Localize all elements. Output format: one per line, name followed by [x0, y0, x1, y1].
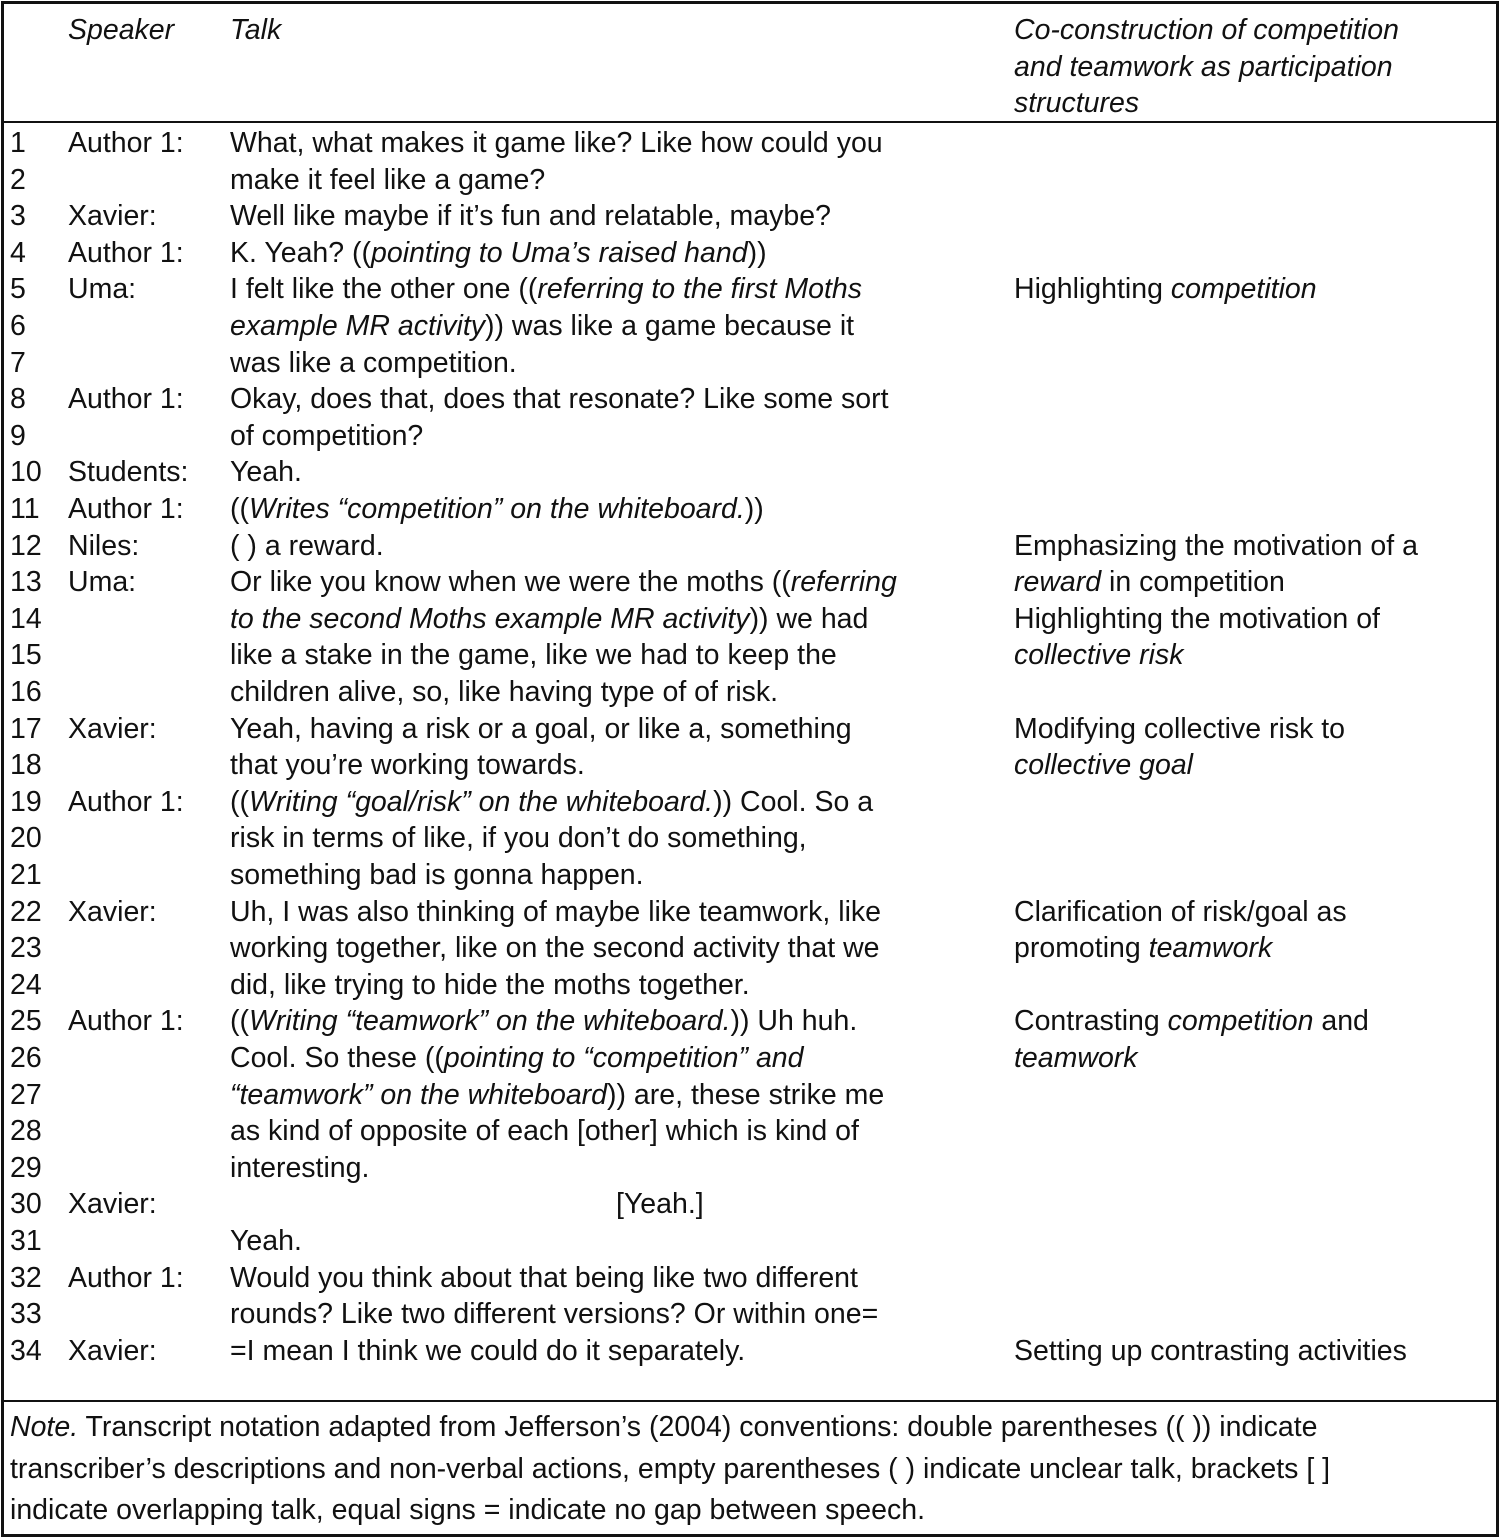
- analysis-note: [1014, 1333, 1492, 1370]
- talk-text: ((: [230, 785, 249, 818]
- talk-line: [230, 637, 1000, 674]
- line-numbers: [10, 125, 66, 198]
- talk-line: [230, 857, 1000, 894]
- talk-text: [230, 491, 1000, 528]
- line-number: 3: [10, 200, 26, 233]
- analysis-text: promoting: [1014, 932, 1149, 965]
- analysis-line: [1014, 271, 1492, 308]
- talk-line: [230, 1333, 1000, 1370]
- line-number: 9: [10, 419, 26, 452]
- analysis-text: Clarification of risk/goal as: [1014, 895, 1347, 928]
- line-number: 1: [10, 127, 26, 159]
- talk-line: [230, 1003, 1000, 1040]
- line-numbers: [10, 1186, 66, 1223]
- talk-line: [230, 1260, 1000, 1297]
- talk-line: [230, 528, 1000, 565]
- speaker-name: Uma:: [68, 273, 137, 306]
- line-numbers: [10, 235, 66, 272]
- analysis-line: [1014, 528, 1492, 565]
- speaker-name: Xavier:: [68, 712, 157, 745]
- talk-line: [230, 381, 1000, 418]
- analysis-line: [1014, 637, 1492, 674]
- talk-text: )) we had: [749, 602, 869, 635]
- talk-text: [230, 454, 1000, 491]
- analysis-line: [1014, 1333, 1492, 1370]
- talk-text: something bad is gonna happen.: [230, 858, 644, 891]
- header-rule: [4, 121, 1496, 123]
- analysis-line: [1014, 747, 1492, 784]
- line-number: 25: [10, 1005, 42, 1038]
- note-line: [10, 1407, 1492, 1449]
- line-number: 19: [10, 785, 42, 818]
- line-number: 8: [10, 383, 26, 416]
- analysis-line: [1014, 564, 1492, 601]
- line-numbers: [10, 491, 66, 528]
- note-text: Transcript notation adapted from Jefferson’s (2004) conventions: double parentheses (( )) indicate: [78, 1411, 1318, 1443]
- talk-text: of competition?: [230, 419, 424, 452]
- line-number: 24: [10, 968, 42, 1001]
- analysis-note: [1014, 894, 1492, 967]
- talk-line: [230, 564, 1000, 601]
- line-number: 26: [10, 1041, 42, 1074]
- speaker-name: Xavier:: [68, 895, 157, 928]
- talk-text: rounds? Like two different versions? Or within one=: [230, 1298, 879, 1331]
- line-numbers: [10, 381, 66, 454]
- talk-text: children alive, so, like having type of of risk.: [230, 675, 779, 708]
- analysis-text: and: [1313, 1005, 1369, 1038]
- talk-text: as kind of opposite of each [other] which is kind of: [230, 1115, 859, 1148]
- analysis-italic-text: collective risk: [1014, 639, 1184, 672]
- analysis-italic-text: competition: [1167, 1005, 1314, 1038]
- line-number: 18: [10, 749, 42, 782]
- overlap-talk: [Yeah.]: [616, 1188, 704, 1221]
- analysis-text: Highlighting: [1014, 273, 1171, 306]
- talk-line: [230, 454, 1000, 491]
- line-numbers: [10, 271, 66, 381]
- talk-text: [230, 564, 1000, 710]
- line-number: 21: [10, 858, 42, 891]
- talk-line: [230, 930, 1000, 967]
- line-numbers: [10, 1333, 66, 1370]
- talk-italic-text: Writes “competition” on the whiteboard.: [248, 493, 745, 525]
- talk-text: [230, 1003, 1000, 1186]
- analysis-note: [1014, 711, 1492, 784]
- line-numbers: [10, 894, 66, 1004]
- line-numbers: [10, 454, 66, 491]
- talk-line: [230, 162, 1000, 199]
- talk-text: ((: [230, 493, 249, 525]
- talk-text: [230, 271, 1000, 381]
- speaker-name: Niles:: [68, 529, 140, 562]
- analysis-note: [1014, 1003, 1492, 1076]
- talk-line: [230, 308, 1000, 345]
- talk-italic-text: Writing “goal/risk” on the whiteboard.: [248, 785, 714, 818]
- talk-text: I felt like the other one ((: [230, 273, 538, 306]
- line-number: 30: [10, 1188, 42, 1221]
- line-number: 15: [10, 639, 42, 672]
- talk-line: [230, 1077, 1000, 1114]
- speaker-name: Author 1:: [68, 1005, 184, 1038]
- line-number: 2: [10, 163, 26, 196]
- analysis-header-line: Co-construction of competition: [1014, 14, 1399, 46]
- talk-text: [230, 381, 1000, 454]
- talk-text: )) was like a game because it: [484, 309, 855, 342]
- analysis-line: [1014, 894, 1492, 931]
- talk-text: [230, 711, 1000, 784]
- analysis-text: Modifying collective risk to: [1014, 712, 1346, 745]
- line-number: 14: [10, 602, 42, 635]
- talk-text: )) Uh huh.: [730, 1005, 858, 1038]
- talk-text: ((: [230, 1005, 249, 1038]
- line-number: 22: [10, 895, 42, 928]
- line-numbers: [10, 528, 66, 565]
- talk-text: )): [747, 236, 767, 269]
- talk-text: [230, 1260, 1000, 1333]
- talk-column-header: Talk: [230, 14, 282, 46]
- note-label: Note.: [10, 1411, 79, 1443]
- talk-italic-text: example MR activity: [230, 309, 485, 342]
- line-numbers: [10, 198, 66, 235]
- talk-line: [230, 125, 1000, 162]
- talk-italic-text: Writing “teamwork” on the whiteboard.: [248, 1005, 731, 1038]
- speaker-name: Xavier:: [68, 1188, 157, 1221]
- line-number: 17: [10, 712, 42, 745]
- line-number: 6: [10, 309, 26, 342]
- note-rule: [4, 1400, 1496, 1402]
- talk-italic-text: referring: [790, 566, 897, 599]
- talk-line: [230, 1296, 1000, 1333]
- talk-text: =I mean I think we could do it separately.: [230, 1334, 746, 1367]
- analysis-italic-text: reward: [1014, 566, 1102, 599]
- talk-line: [230, 820, 1000, 857]
- talk-line: [230, 1150, 1000, 1187]
- line-numbers: [10, 1003, 66, 1186]
- analysis-line: [1014, 601, 1492, 638]
- talk-line: [230, 1040, 1000, 1077]
- line-number: 32: [10, 1261, 42, 1294]
- line-number: 33: [10, 1298, 42, 1331]
- talk-text: was like a competition.: [230, 346, 517, 379]
- talk-text: [230, 198, 1000, 235]
- talk-line: [230, 345, 1000, 382]
- talk-italic-text: pointing to Uma’s raised hand: [371, 236, 748, 269]
- talk-line: [230, 1113, 1000, 1150]
- analysis-text: Setting up contrasting activities: [1014, 1334, 1407, 1367]
- talk-line: [230, 491, 1000, 528]
- talk-line: [230, 674, 1000, 711]
- talk-text: [230, 894, 1000, 1004]
- talk-text: Cool. So these ((: [230, 1041, 444, 1074]
- talk-text: Yeah.: [230, 1225, 302, 1257]
- line-number: 34: [10, 1334, 42, 1367]
- speaker-name: Author 1:: [68, 493, 184, 525]
- talk-text: )) Cool. So a: [713, 785, 874, 818]
- line-number: 13: [10, 566, 42, 599]
- line-numbers: [10, 1260, 66, 1333]
- talk-line: [230, 271, 1000, 308]
- analysis-line: [1014, 711, 1492, 748]
- talk-text: make it feel like a game?: [230, 163, 546, 196]
- analysis-header-line: structures: [1014, 87, 1140, 120]
- talk-line: [230, 894, 1000, 931]
- talk-text: Well like maybe if it’s fun and relatable, maybe?: [230, 200, 831, 233]
- talk-italic-text: to the second Moths example MR activity: [230, 602, 750, 635]
- line-numbers: [10, 1223, 66, 1260]
- analysis-line: [1014, 1040, 1492, 1077]
- analysis-text: in competition: [1101, 566, 1285, 599]
- talk-text: did, like trying to hide the moths together.: [230, 968, 750, 1001]
- talk-text: )): [744, 493, 764, 525]
- talk-text: like a stake in the game, like we had to keep the: [230, 639, 837, 672]
- analysis-line: [1014, 1003, 1492, 1040]
- talk-line: [230, 601, 1000, 638]
- line-number: 20: [10, 822, 42, 855]
- transcript-table: [1, 1, 1499, 1537]
- talk-italic-text: “teamwork” on the whiteboard: [230, 1078, 608, 1111]
- talk-text: ( ) a reward.: [230, 529, 384, 562]
- line-numbers: [10, 564, 66, 710]
- talk-text: [230, 784, 1000, 894]
- analysis-text: Emphasizing the motivation of a: [1014, 529, 1418, 562]
- talk-line: [230, 784, 1000, 821]
- speaker-name: Xavier:: [68, 200, 157, 233]
- line-number: 31: [10, 1225, 42, 1257]
- speaker-name: Author 1:: [68, 785, 184, 818]
- talk-text: [230, 1223, 1000, 1260]
- talk-line: [230, 418, 1000, 455]
- talk-text: Yeah.: [230, 456, 302, 489]
- talk-text: [230, 528, 1000, 565]
- line-number: 10: [10, 456, 42, 489]
- talk-text: Or like you know when we were the moths ((: [230, 566, 791, 599]
- speaker-name: Uma:: [68, 566, 137, 599]
- line-number: 12: [10, 529, 42, 562]
- talk-line: [230, 198, 1000, 235]
- line-numbers: [10, 711, 66, 784]
- line-number: 23: [10, 932, 42, 965]
- analysis-text: Highlighting the motivation of: [1014, 602, 1380, 635]
- speaker-name: Author 1:: [68, 236, 184, 269]
- talk-text: working together, like on the second activity that we: [230, 932, 880, 965]
- line-number: 29: [10, 1151, 42, 1184]
- talk-text: Would you think about that being like two different: [230, 1261, 858, 1294]
- analysis-italic-text: teamwork: [1014, 1041, 1138, 1074]
- speaker-name: Author 1:: [68, 1261, 184, 1294]
- note-line: indicate overlapping talk, equal signs = indicate no gap between speech.: [10, 1494, 926, 1526]
- talk-text: )) are, these strike me: [607, 1078, 885, 1111]
- talk-text: interesting.: [230, 1151, 370, 1184]
- speaker-name: Author 1:: [68, 127, 184, 159]
- talk-text: Okay, does that, does that resonate? Like some sort: [230, 383, 889, 416]
- talk-text: risk in terms of like, if you don’t do something,: [230, 822, 807, 855]
- talk-text: What, what makes it game like? Like how could you: [230, 127, 883, 159]
- talk-line: [230, 967, 1000, 1004]
- line-number: 27: [10, 1078, 42, 1111]
- analysis-note: [1014, 271, 1492, 308]
- talk-line: [230, 235, 1000, 272]
- line-number: 5: [10, 273, 26, 306]
- talk-line: [230, 747, 1000, 784]
- speaker-name: Students:: [68, 456, 189, 489]
- analysis-italic-text: teamwork: [1148, 932, 1273, 965]
- talk-text: [230, 125, 1000, 198]
- talk-line: [230, 1223, 1000, 1260]
- note-line: transcriber’s descriptions and non-verbal actions, empty parentheses ( ) indicate unclear talk, brackets [ ]: [10, 1452, 1331, 1485]
- analysis-line: [1014, 930, 1492, 967]
- talk-line: [230, 711, 1000, 748]
- analysis-header-line: and teamwork as participation: [1014, 50, 1393, 83]
- analysis-note: [1014, 564, 1492, 674]
- talk-italic-text: pointing to “competition” and: [443, 1041, 804, 1074]
- talk-text: [230, 235, 1000, 272]
- analysis-text: Contrasting: [1014, 1005, 1168, 1038]
- line-number: 16: [10, 675, 42, 708]
- talk-text: Uh, I was also thinking of maybe like teamwork, like: [230, 895, 882, 928]
- talk-text: [230, 1333, 1000, 1370]
- talk-text: Yeah, having a risk or a goal, or like a, something: [230, 712, 852, 745]
- talk-text: that you’re working towards.: [230, 749, 585, 782]
- speaker-column-header: Speaker: [68, 14, 175, 46]
- table-note: [10, 1407, 1492, 1532]
- analysis-italic-text: competition: [1170, 273, 1317, 306]
- speaker-name: Author 1:: [68, 383, 184, 416]
- line-number: 7: [10, 346, 26, 379]
- line-number: 4: [10, 236, 26, 269]
- line-number: 28: [10, 1115, 42, 1148]
- analysis-italic-text: collective goal: [1014, 749, 1194, 782]
- talk-italic-text: referring to the first Moths: [537, 273, 863, 306]
- analysis-column-header: [1014, 12, 1492, 122]
- talk-text: K. Yeah? ((: [230, 236, 372, 269]
- speaker-name: Xavier:: [68, 1334, 157, 1367]
- line-numbers: [10, 784, 66, 894]
- line-number: 11: [10, 493, 40, 525]
